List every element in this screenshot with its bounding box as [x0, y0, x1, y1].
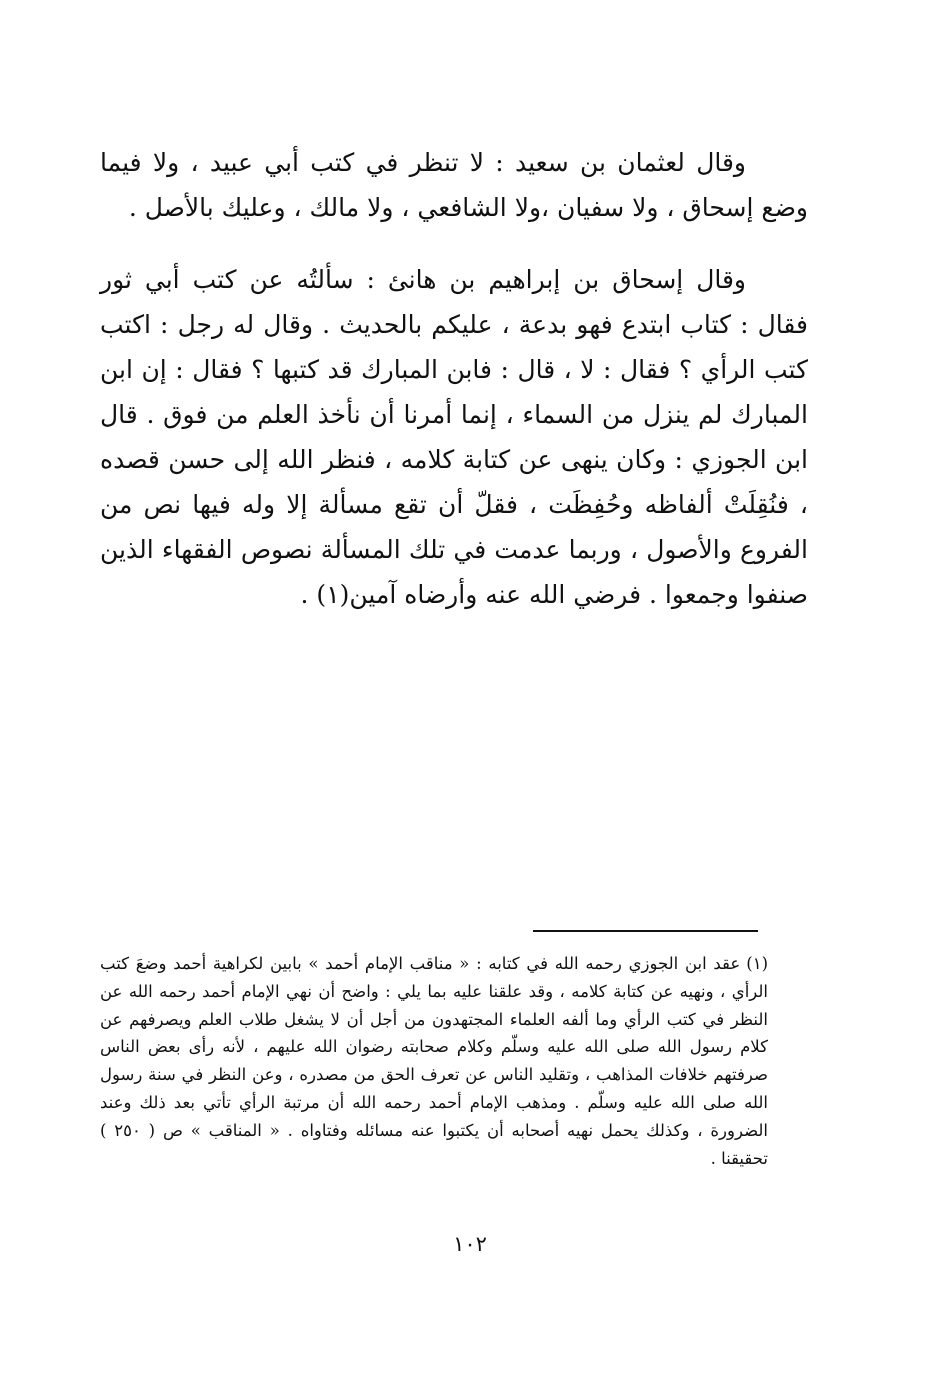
page-number: ١٠٢	[453, 1232, 487, 1256]
paragraph-1: وقال لعثمان بن سعيد : لا تنظر في كتب أبي عبيد ، ولا فيما وضع إسحاق ، ولا سفيان ،ولا الشافعي ، ولا مالك ، وعليك بالأصل .	[100, 148, 808, 222]
footnote-divider	[533, 930, 758, 932]
paragraph-2: وقال إسحاق بن إبراهيم بن هانئ : سألتُه عن كتب أبي ثور فقال : كتاب ابتدع فهو بدعة ، عليكم بالحديث . وقال له رجل : اكتب كتب الرأي ؟ فقال : لا ، قال : فابن المبارك قد كتبها ؟ فقال : إن ابن المبارك لم ينزل من السماء ، إنما أمرنا أن نأخذ العلم من فوق . قال ابن الجوزي : وكان ينهى عن كتابة كلامه ، فنظر الله إلى حسن قصده ، فنُقِلَتْ ألفاظه وحُفِظَت ، فقلّ أن تقع مسألة إلا وله فيها نص من الفروع والأصول ، وربما عدمت في تلك المسألة نصوص الفقهاء الذين صنفوا وجمعوا . فرضي الله عنه وأرضاه آمين(١) .	[100, 265, 808, 609]
footnote-marker: (١)	[746, 954, 768, 973]
footnote-paragraph	[100, 950, 768, 1172]
footnote-text: عقد ابن الجوزي رحمه الله في كتابه : « مناقب الإمام أحمد » بابين لكراهية أحمد وضعَ كتب الرأي ، ونهيه عن كتابة كلامه ، وقد علقنا عليه بما يلي : واضح أن نهي الإمام أحمد رحمه الله عن النظر في كتب الرأي وما ألفه العلماء المجتهدون من أجل أن لا يشغل طلاب العلم ويصرفهم عن كلام رسول الله صلى الله عليه وسلّم وكلام صحابته رضوان الله عليهم ، لأنه رأى بعض الناس صرفتهم خلافات المذاهب ، وتقليد الناس عن تعرف الحق من مصدره ، وعن النظر في سنة رسول الله صلى الله عليه وسلّم . ومذهب الإمام أحمد رحمه الله أن مرتبة الرأي تأتي بعد ذلك وعند الضرورة ، وكذلك يحمل نهيه أصحابه أن يكتبوا عنه مسائله وفتاواه . « المناقب » ص ( ٢٥٠ ) تحقيقنا .	[100, 954, 768, 1168]
main-text-block	[100, 140, 808, 617]
footnote-block	[100, 950, 768, 1172]
